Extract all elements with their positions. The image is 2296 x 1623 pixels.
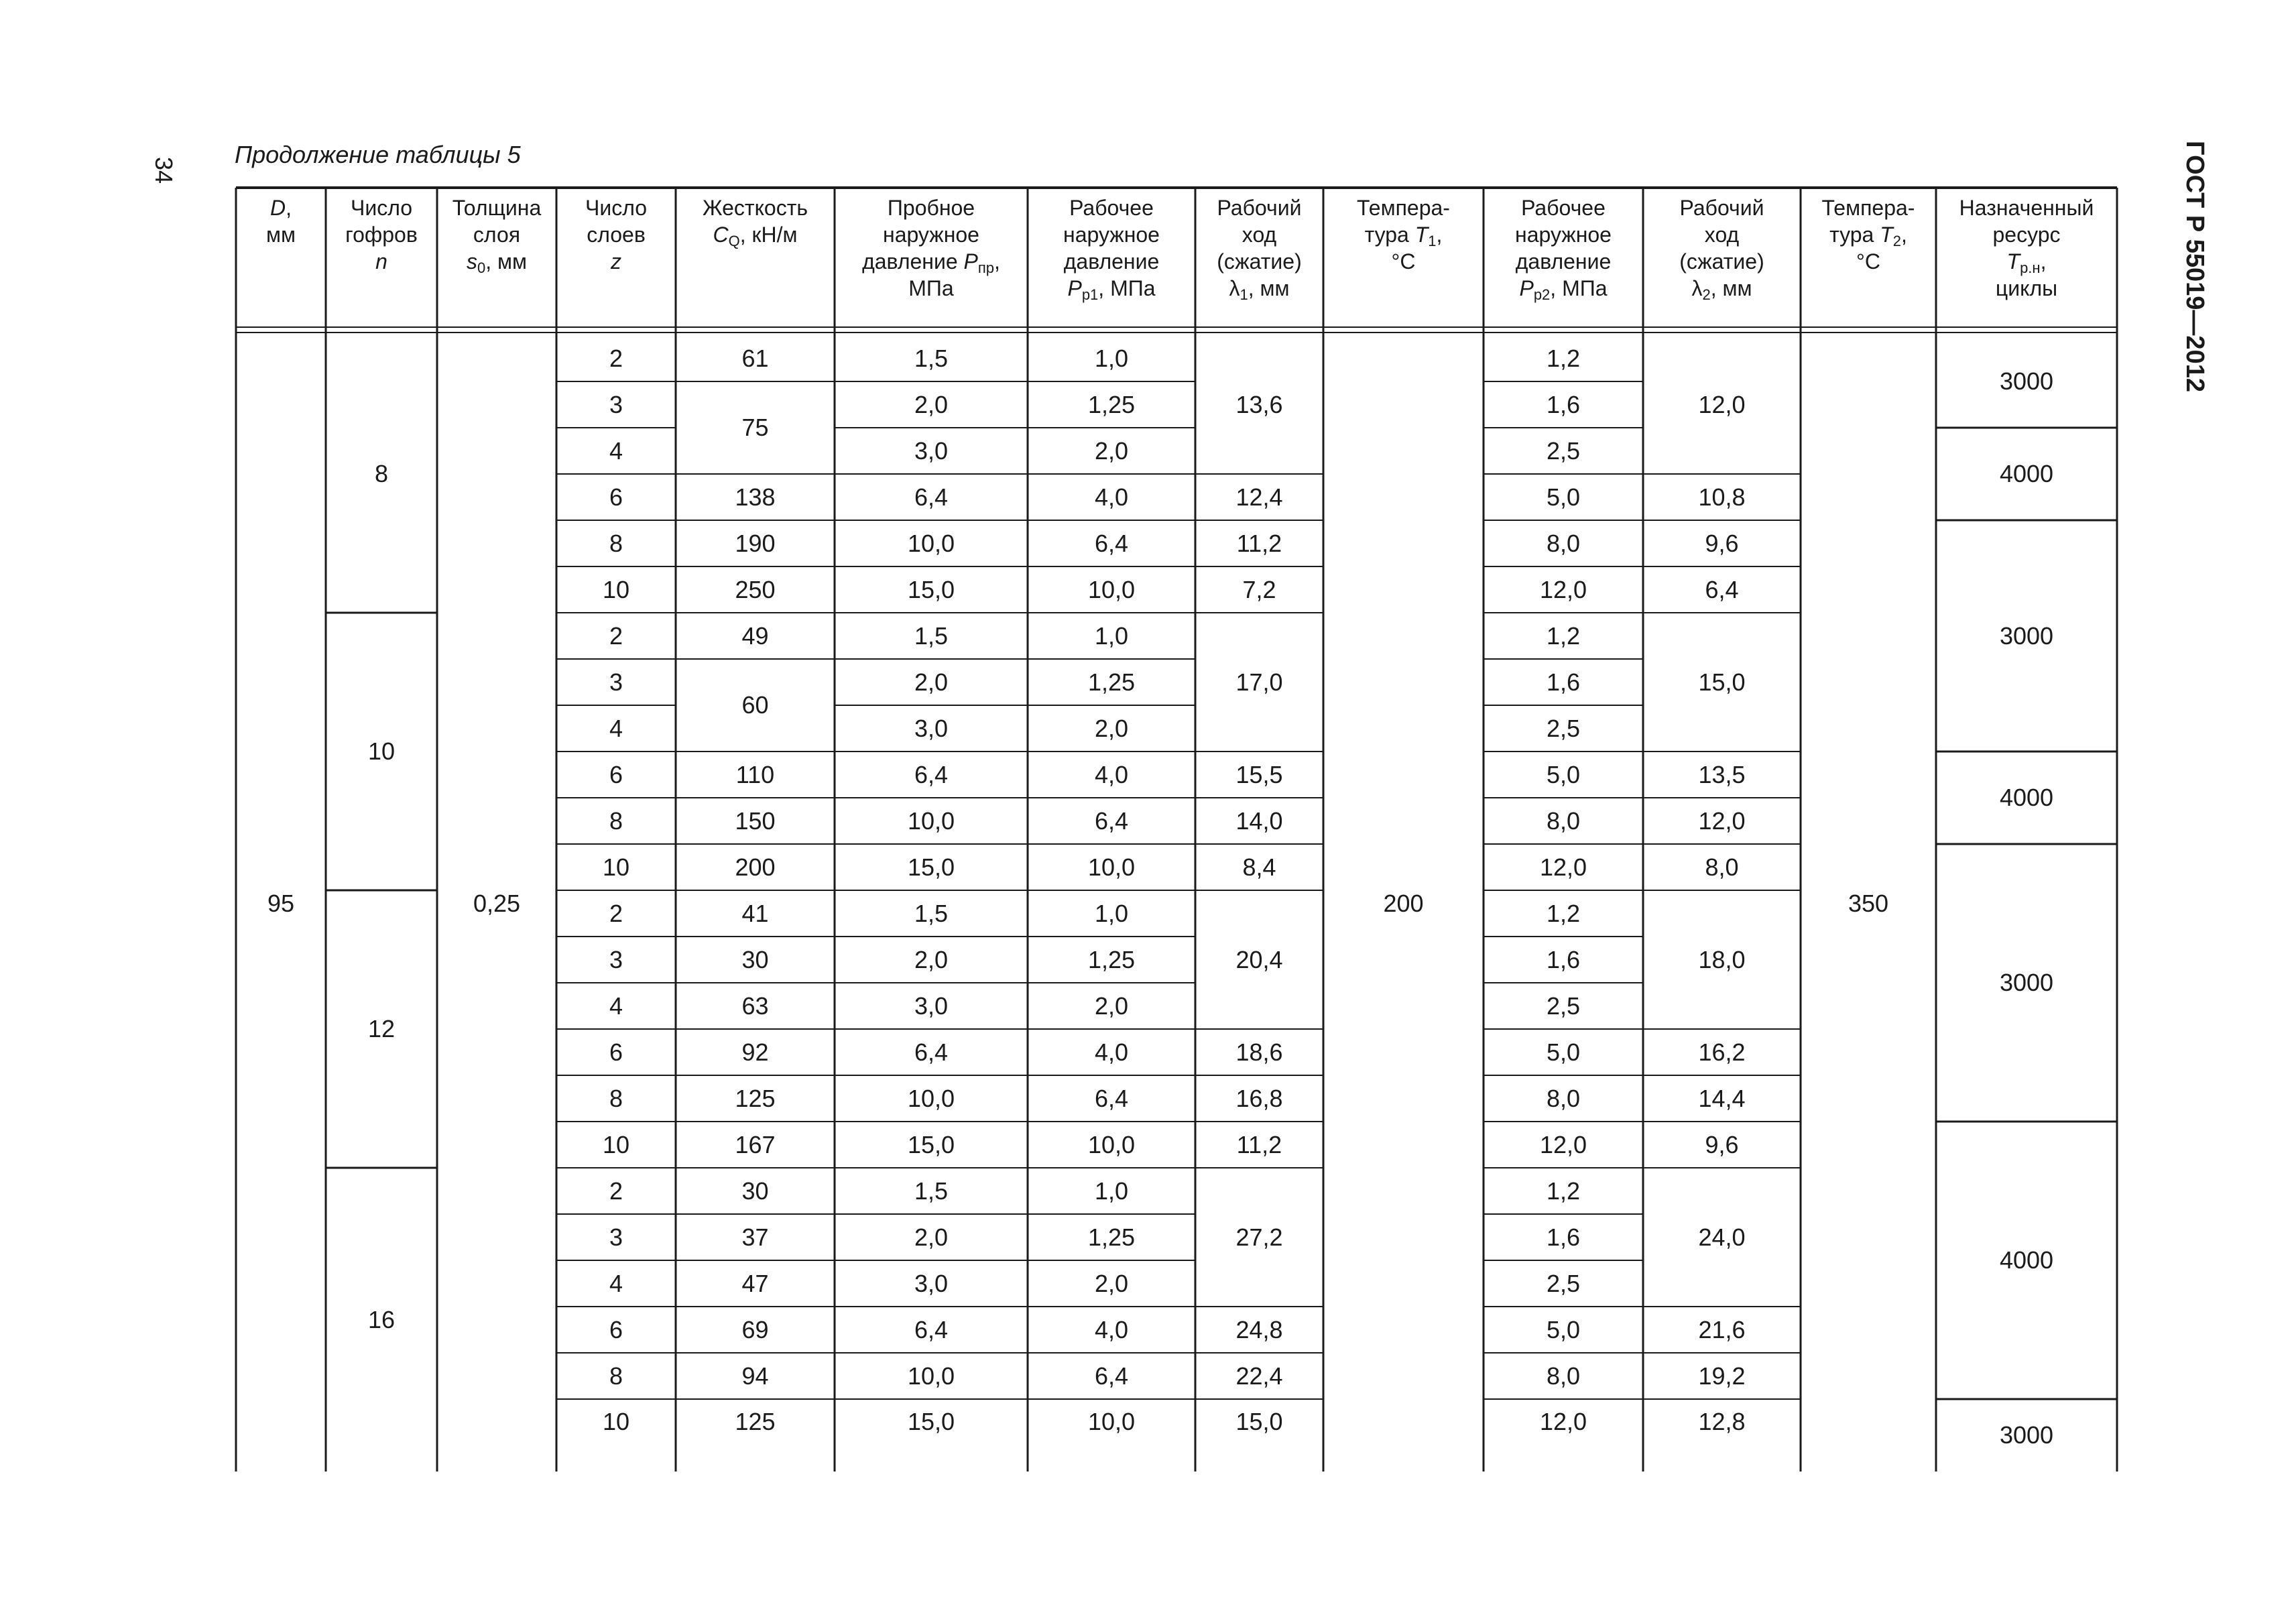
header-text: P (1067, 276, 1082, 300)
test-pressure-cell: 1,5 (914, 344, 949, 372)
column-header (676, 188, 835, 327)
stroke-1-cell: 18,6 (1235, 1038, 1283, 1066)
stiffness-cell: 30 (741, 945, 769, 973)
header-text: Пробное наружное давление (862, 196, 979, 274)
column-header (1484, 188, 1643, 327)
work-pressure-2-cell: 1,2 (1546, 344, 1581, 372)
stroke-2-cell: 14,4 (1698, 1084, 1746, 1112)
stiffness-cell: 167 (735, 1130, 776, 1158)
stroke-1-cell: 15,5 (1235, 760, 1283, 788)
work-pressure-1-cell: 6,4 (1094, 1362, 1129, 1390)
layers-cell: 10 (602, 1408, 630, 1436)
test-pressure-cell: 10,0 (907, 1362, 955, 1390)
stroke-2-cell: 12,0 (1698, 806, 1746, 835)
work-pressure-2-cell: 5,0 (1546, 1038, 1581, 1066)
stroke-2-cell: 24,0 (1698, 1223, 1746, 1251)
work-pressure-1-cell: 1,25 (1087, 1223, 1136, 1251)
work-pressure-2-cell: 1,2 (1546, 621, 1581, 650)
stiffness-cell: 200 (735, 853, 776, 881)
stroke-2-cell: 10,8 (1698, 483, 1746, 511)
corrugation-count-cell: 10 (367, 737, 396, 766)
stroke-2-cell: 8,0 (1705, 853, 1739, 881)
header-text: Рабочий ход (сжатие) λ (1679, 196, 1764, 300)
test-pressure-cell: 2,0 (914, 945, 949, 973)
work-pressure-1-cell: 1,25 (1087, 668, 1136, 696)
layers-cell: 4 (609, 436, 623, 465)
stiffness-cell: 61 (741, 344, 769, 372)
work-pressure-1-cell: 1,0 (1094, 621, 1129, 650)
stroke-2-cell: 6,4 (1705, 575, 1739, 603)
stiffness-cell: 190 (735, 529, 776, 557)
test-pressure-cell: 3,0 (914, 991, 949, 1020)
test-pressure-cell: 1,5 (914, 899, 949, 927)
work-pressure-2-cell: 1,2 (1546, 899, 1581, 927)
layers-cell: 2 (609, 1177, 623, 1205)
column-header (236, 188, 326, 327)
stroke-2-cell: 19,2 (1698, 1362, 1746, 1390)
layers-cell: 2 (609, 621, 623, 650)
stiffness-cell: 250 (735, 575, 776, 603)
stiffness-cell: 138 (735, 483, 776, 511)
header-text: Назначенный ресурс (1959, 196, 2094, 247)
work-pressure-2-cell: 12,0 (1539, 853, 1587, 881)
work-pressure-1-cell: 2,0 (1094, 436, 1129, 465)
test-pressure-cell: 1,5 (914, 621, 949, 650)
stroke-2-cell: 15,0 (1698, 668, 1746, 696)
layers-cell: 10 (602, 1130, 630, 1158)
header-text: P (1519, 276, 1534, 300)
document-title: ГОСТ Р 55019—2012 (2181, 141, 2209, 392)
header-text: Темпера- тура (1357, 196, 1450, 247)
stroke-1-cell: 13,6 (1235, 390, 1283, 418)
stiffness-cell: 110 (735, 760, 775, 788)
work-pressure-2-cell: 1,2 (1546, 1177, 1581, 1205)
page-number: 34 (150, 157, 178, 184)
stroke-2-cell: 18,0 (1698, 945, 1746, 973)
corrugation-count-cell: 8 (374, 460, 389, 488)
header-text: T (1414, 223, 1429, 247)
stroke-1-cell: 14,0 (1235, 806, 1283, 835)
header-text: n (375, 249, 387, 274)
stroke-2-cell: 16,2 (1698, 1038, 1746, 1066)
test-pressure-cell: 6,4 (914, 483, 949, 511)
stiffness-cell: 30 (741, 1177, 769, 1205)
layers-cell: 3 (609, 668, 623, 696)
header-text: , кН/м (739, 223, 798, 247)
stroke-1-cell: 11,2 (1236, 529, 1282, 557)
corrugation-count-cell: 16 (367, 1305, 396, 1333)
stiffness-cell: 60 (741, 691, 769, 719)
header-text: Жесткость (702, 196, 808, 220)
work-pressure-2-cell: 2,5 (1546, 1269, 1581, 1297)
test-pressure-cell: 2,0 (914, 390, 949, 418)
work-pressure-1-cell: 10,0 (1087, 1408, 1136, 1436)
layers-cell: 8 (609, 806, 623, 835)
work-pressure-1-cell: 1,0 (1094, 344, 1129, 372)
column-header (1195, 188, 1323, 327)
stroke-1-cell: 11,2 (1236, 1130, 1282, 1158)
header-text: , °С (1391, 223, 1443, 274)
column-header (1936, 188, 2117, 327)
test-pressure-cell: 10,0 (907, 529, 955, 557)
stroke-1-cell: 20,4 (1235, 945, 1283, 973)
column-header (556, 188, 676, 327)
work-pressure-2-cell: 1,6 (1546, 668, 1581, 696)
column-header (1643, 188, 1801, 327)
header-text: , °С (1856, 223, 1907, 274)
column-header (1028, 188, 1195, 327)
header-text: 2 (1892, 233, 1902, 249)
resource-cell: 3000 (1999, 367, 2054, 396)
work-pressure-2-cell: 1,6 (1546, 390, 1581, 418)
resource-cell: 4000 (1999, 1246, 2054, 1274)
layers-cell: 4 (609, 991, 623, 1020)
stroke-2-cell: 12,8 (1698, 1408, 1746, 1436)
temperature-t2-cell: 350 (1848, 889, 1889, 917)
work-pressure-2-cell: 2,5 (1546, 991, 1581, 1020)
stiffness-cell: 63 (741, 991, 769, 1020)
stiffness-cell: 47 (741, 1269, 769, 1297)
work-pressure-2-cell: 5,0 (1546, 483, 1581, 511)
header-text: , мм (1710, 276, 1752, 300)
layers-cell: 2 (609, 344, 623, 372)
stiffness-cell: 125 (735, 1084, 776, 1112)
header-text: Рабочее наружное давление (1063, 196, 1160, 274)
work-pressure-1-cell: 1,25 (1087, 390, 1136, 418)
header-text: P (963, 249, 978, 274)
layers-cell: 6 (609, 1038, 623, 1066)
stroke-2-cell: 12,0 (1698, 390, 1746, 418)
test-pressure-cell: 10,0 (907, 806, 955, 835)
header-text: р.н (2020, 259, 2041, 276)
stiffness-cell: 37 (741, 1223, 769, 1251)
work-pressure-1-cell: 2,0 (1094, 714, 1129, 742)
column-header (1323, 188, 1484, 327)
header-text: , МПа (908, 249, 1000, 300)
stroke-1-cell: 15,0 (1235, 1408, 1283, 1436)
test-pressure-cell: 3,0 (914, 436, 949, 465)
work-pressure-1-cell: 2,0 (1094, 991, 1129, 1020)
work-pressure-2-cell: 8,0 (1546, 1084, 1581, 1112)
header-text: , мм (1248, 276, 1290, 300)
work-pressure-1-cell: 4,0 (1094, 1315, 1129, 1343)
header-text: Рабочее наружное давление (1515, 196, 1612, 274)
layers-cell: 6 (609, 483, 623, 511)
header-text: р2 (1533, 286, 1551, 303)
stroke-2-cell: 9,6 (1705, 1130, 1739, 1158)
column-header (326, 188, 437, 327)
header-text: , мм (266, 196, 296, 247)
layers-cell: 3 (609, 390, 623, 418)
stroke-1-cell: 22,4 (1235, 1362, 1283, 1390)
temperature-t1-cell: 200 (1383, 889, 1424, 917)
header-text: Темпера- тура (1821, 196, 1915, 247)
work-pressure-1-cell: 4,0 (1094, 1038, 1129, 1066)
stiffness-cell: 92 (741, 1038, 769, 1066)
work-pressure-2-cell: 8,0 (1546, 806, 1581, 835)
layers-cell: 6 (609, 1315, 623, 1343)
stroke-1-cell: 24,8 (1235, 1315, 1283, 1343)
work-pressure-2-cell: 8,0 (1546, 529, 1581, 557)
header-text: C (713, 223, 729, 247)
stroke-1-cell: 16,8 (1235, 1084, 1283, 1112)
layers-cell: 3 (609, 1223, 623, 1251)
resource-cell: 4000 (1999, 460, 2054, 488)
thickness-cell: 0,25 (473, 889, 521, 917)
work-pressure-2-cell: 5,0 (1546, 760, 1581, 788)
header-text: Число слоев (585, 196, 648, 247)
header-text: z (611, 249, 621, 274)
work-pressure-1-cell: 10,0 (1087, 575, 1136, 603)
test-pressure-cell: 2,0 (914, 668, 949, 696)
test-pressure-cell: 6,4 (914, 1038, 949, 1066)
test-pressure-cell: 15,0 (907, 1408, 955, 1436)
work-pressure-2-cell: 12,0 (1539, 1408, 1587, 1436)
header-text: пр (977, 259, 995, 276)
layers-cell: 10 (602, 853, 630, 881)
layers-cell: 2 (609, 899, 623, 927)
stroke-2-cell: 21,6 (1698, 1315, 1746, 1343)
test-pressure-cell: 1,5 (914, 1177, 949, 1205)
stroke-1-cell: 7,2 (1242, 575, 1276, 603)
stiffness-cell: 69 (741, 1315, 769, 1343)
layers-cell: 8 (609, 529, 623, 557)
header-text: s (466, 249, 477, 274)
layers-cell: 10 (602, 575, 630, 603)
work-pressure-2-cell: 2,5 (1546, 436, 1581, 465)
corrugation-count-cell: 12 (367, 1015, 396, 1043)
header-text: , циклы (1995, 249, 2058, 300)
header-text: , МПа (1098, 276, 1156, 300)
layers-cell: 8 (609, 1362, 623, 1390)
header-text: 1 (1240, 286, 1248, 303)
column-header (1801, 188, 1936, 327)
table-caption: Продолжение таблицы 5 (235, 141, 521, 168)
stroke-1-cell: 27,2 (1235, 1223, 1283, 1251)
work-pressure-2-cell: 8,0 (1546, 1362, 1581, 1390)
test-pressure-cell: 10,0 (907, 1084, 955, 1112)
work-pressure-1-cell: 1,0 (1094, 899, 1129, 927)
test-pressure-cell: 2,0 (914, 1223, 949, 1251)
work-pressure-1-cell: 1,25 (1087, 945, 1136, 973)
test-pressure-cell: 15,0 (907, 853, 955, 881)
layers-cell: 8 (609, 1084, 623, 1112)
stiffness-cell: 94 (741, 1362, 769, 1390)
header-text: , МПа (1550, 276, 1608, 300)
work-pressure-2-cell: 12,0 (1539, 575, 1587, 603)
stiffness-cell: 150 (735, 806, 776, 835)
work-pressure-2-cell: 2,5 (1546, 714, 1581, 742)
header-text: T (2006, 249, 2020, 274)
header-text: р1 (1081, 286, 1099, 303)
test-pressure-cell: 6,4 (914, 760, 949, 788)
test-pressure-cell: 3,0 (914, 1269, 949, 1297)
work-pressure-2-cell: 5,0 (1546, 1315, 1581, 1343)
header-text: 0 (477, 259, 486, 276)
work-pressure-1-cell: 10,0 (1087, 853, 1136, 881)
work-pressure-1-cell: 4,0 (1094, 760, 1129, 788)
test-pressure-cell: 3,0 (914, 714, 949, 742)
resource-cell: 3000 (1999, 1421, 2054, 1449)
test-pressure-cell: 15,0 (907, 1130, 955, 1158)
stiffness-cell: 75 (741, 414, 769, 442)
work-pressure-2-cell: 12,0 (1539, 1130, 1587, 1158)
layers-cell: 4 (609, 714, 623, 742)
work-pressure-1-cell: 6,4 (1094, 806, 1129, 835)
diameter-cell: 95 (267, 889, 295, 917)
work-pressure-1-cell: 10,0 (1087, 1130, 1136, 1158)
header-text: 1 (1428, 233, 1437, 249)
header-text: 2 (1702, 286, 1711, 303)
header-text: , мм (485, 249, 527, 274)
work-pressure-1-cell: 2,0 (1094, 1269, 1129, 1297)
work-pressure-1-cell: 6,4 (1094, 529, 1129, 557)
header-text: Число гофров (345, 196, 418, 247)
resource-cell: 4000 (1999, 784, 2054, 812)
work-pressure-1-cell: 6,4 (1094, 1084, 1129, 1112)
stroke-1-cell: 12,4 (1235, 483, 1283, 511)
work-pressure-2-cell: 1,6 (1546, 1223, 1581, 1251)
work-pressure-1-cell: 4,0 (1094, 483, 1129, 511)
header-text: D (270, 196, 286, 220)
header-text: Рабочий ход (сжатие) λ (1217, 196, 1302, 300)
stroke-2-cell: 13,5 (1698, 760, 1746, 788)
stiffness-cell: 125 (735, 1408, 776, 1436)
layers-cell: 6 (609, 760, 623, 788)
column-header (437, 188, 556, 327)
stiffness-cell: 49 (741, 621, 769, 650)
header-text: T (1880, 223, 1893, 247)
stroke-1-cell: 8,4 (1242, 853, 1276, 881)
test-pressure-cell: 15,0 (907, 575, 955, 603)
header-text: Толщина слоя (452, 196, 542, 247)
stroke-2-cell: 9,6 (1705, 529, 1739, 557)
resource-cell: 3000 (1999, 969, 2054, 997)
work-pressure-1-cell: 1,0 (1094, 1177, 1129, 1205)
resource-cell: 3000 (1999, 621, 2054, 650)
stroke-1-cell: 17,0 (1235, 668, 1283, 696)
test-pressure-cell: 6,4 (914, 1315, 949, 1343)
work-pressure-2-cell: 1,6 (1546, 945, 1581, 973)
layers-cell: 4 (609, 1269, 623, 1297)
column-header (835, 188, 1028, 327)
stiffness-cell: 41 (741, 899, 769, 927)
header-text: Q (728, 233, 740, 249)
layers-cell: 3 (609, 945, 623, 973)
